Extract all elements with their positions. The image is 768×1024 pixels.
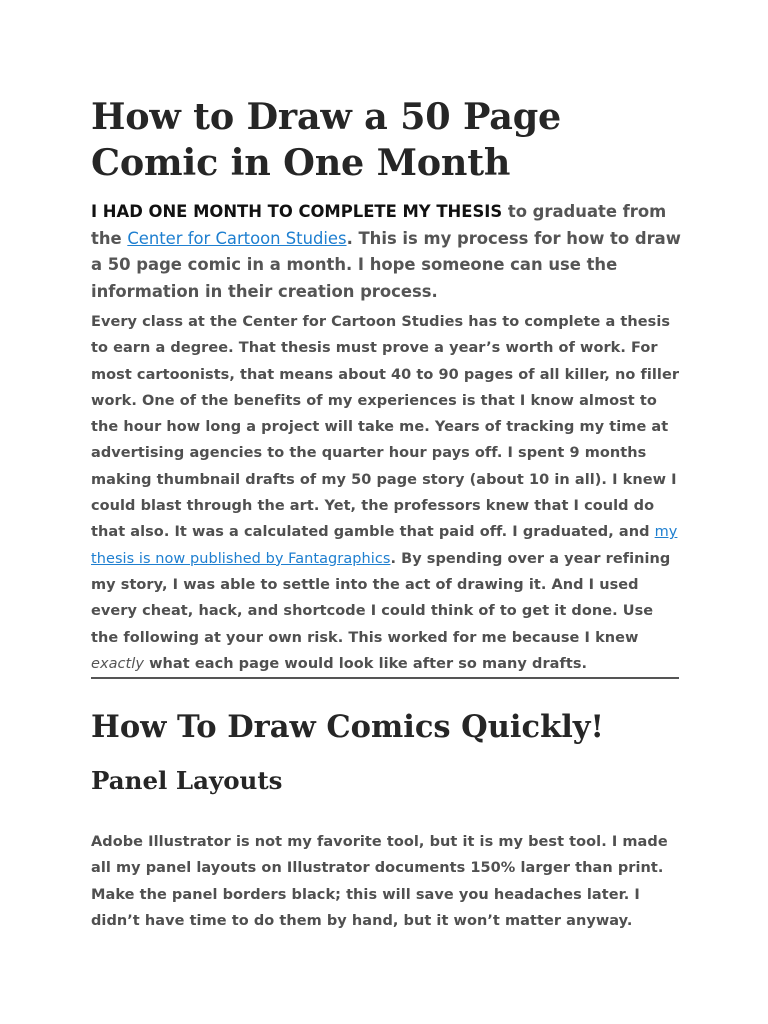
fantagraphics-link[interactable]: my thesis is now published by Fantagraphics (91, 524, 678, 567)
center-for-cartoon-studies-link[interactable]: Center for Cartoon Studies (127, 228, 347, 248)
thesis-text-b: . By spending over a year refining my story, I was able to settle into the act of drawing it. And I used every cheat, hack, and shortcode I could think of to get it done. Use the following at your own risk. This worked for me because I knew (91, 550, 671, 646)
intro-text-b: . This is my process for how to draw a 50 page comic in a month. I hope someone can use the information in their creation process. (91, 228, 681, 301)
thesis-paragraph (91, 309, 681, 677)
panel-layouts-paragraph: Adobe Illustrator is not my favorite tool, but it is my best tool. I made all my panel layouts on Illustrator documents 150% larger than print. Make the panel borders black; this will save you headaches later. I didn’t have time to do them by hand, but it won’t matter anyway. (91, 834, 668, 930)
intro-caps-lead: I HAD ONE MONTH TO COMPLETE MY THESIS (91, 202, 503, 221)
intro-paragraph (91, 199, 681, 305)
article-title: How to Draw a 50 Page Comic in One Month (91, 95, 562, 184)
thesis-text-c: what each page would look like after so many drafts. (144, 655, 588, 672)
section-heading: How To Draw Comics Quickly! (91, 709, 604, 746)
section-divider (91, 677, 679, 679)
thesis-text-a: Every class at the Center for Cartoon Studies has to complete a thesis to earn a degree. That thesis must prove a year’s worth of work. For most cartoonists, that means about 40 to 90 pages of all killer, no filler work. One of the benefits of my experiences is that I know almost to the hour how long a project will take me. Years of tracking my time at advertising agencies to the quarter hour pays off. I spent 9 months making thumbnail drafts of my 50 page story (about 10 in all). I knew I could blast through the art. Yet, the professors knew that I could do that also. It was a calculated gamble that paid off. I graduated, and (91, 314, 680, 541)
intro-text-a: to graduate from the (91, 202, 667, 248)
subsection-heading: Panel Layouts (91, 766, 283, 796)
article-content (91, 94, 681, 934)
emphasis-exactly: exactly (91, 655, 145, 672)
